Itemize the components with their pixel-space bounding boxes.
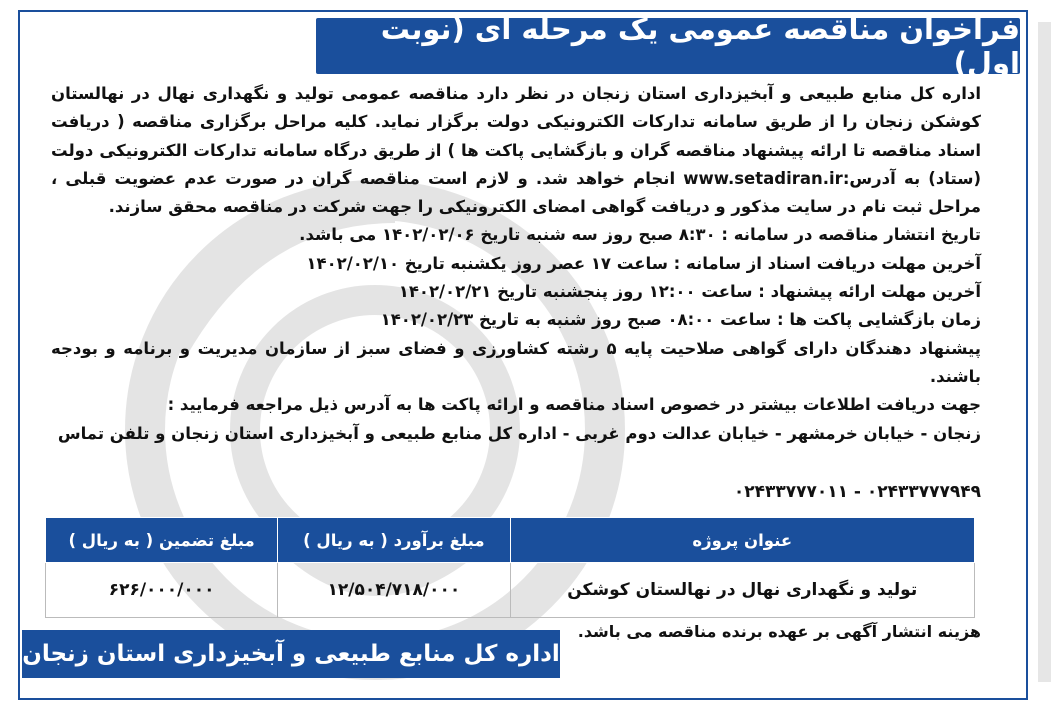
address-line: زنجان - خیابان خرمشهر - خیابان عدالت دوم غربی - اداره کل منابع طبیعی و آبخیزداری استان زنجان و تلفن تماس (57, 423, 981, 443)
publish-date-line: تاریخ انتشار مناقصه در سامانه : ۸:۳۰ صبح روز سه شنبه تاریخ ۱۴۰۲/۰۲/۰۶ می باشد. (299, 225, 981, 245)
intro-paragraph: اداره کل منابع طبیعی و آبخیزداری استان زنجان در نظر دارد مناقصه عمومی تولید و نگهداری نهال در نهالستان کوشکن زنجان را از طریق سامانه تدارکات الکترونیکی دولت برگزار نماید. کلیه مراحل برگزاری مناقصه ( دریافت اسناد مناقصه تا ارائه پیشنهاد مناقصه گران و بازگشایی پاکت ها ) از طریق درگاه سامانه تدارکات الکترونیکی دولت (ستاد) به آدرس:www.setadiran.ir انجام خواهد شد. و لازم است مناقصه گران در صورت عدم عضویت قبلی ، مراحل ثبت نام در سایت مذکور و دریافت گواهی امضای الکترونیکی را جهت شرکت در مناقصه محقق سازند. (51, 84, 982, 217)
cost-note: هزینه انتشار آگهی بر عهده برنده مناقصه می باشد. (577, 622, 981, 641)
header-project-title: عنوان پروژه (510, 518, 975, 563)
notice-body (51, 80, 981, 448)
phone-numbers-row (51, 482, 981, 502)
header-guarantee: مبلغ تضمین ( به ریال ) (46, 518, 278, 563)
project-title-cell: تولید و نگهداری نهال در نهالستان کوشکن (510, 563, 975, 618)
proposal-deadline-line: آخرین مهلت ارائه پیشنهاد : ساعت ۱۲:۰۰ روز پنجشنبه تاریخ ۱۴۰۲/۰۲/۲۱ (398, 282, 981, 302)
organization-banner: اداره کل منابع طبیعی و آبخیزداری استان زنجان (22, 630, 560, 678)
phone-numbers: ۰۲۴۳۳۷۷۷۰۱۱ - ۰۲۴۳۳۷۷۷۹۴۹ (733, 482, 981, 502)
page-edge-strip (1038, 22, 1051, 682)
table-header-row (46, 518, 975, 563)
document-deadline-line: آخرین مهلت دریافت اسناد از سامانه : ساعت ۱۷ عصر روز یکشنبه تاریخ ۱۴۰۲/۰۲/۱۰ (306, 253, 981, 273)
info-line: جهت دریافت اطلاعات بیشتر در خصوص اسناد مناقصه و ارائه پاکت ها به آدرس ذیل مراجعه فرمایید : (167, 395, 981, 415)
project-table (45, 517, 975, 618)
header-estimate: مبلغ برآورد ( به ریال ) (278, 518, 510, 563)
notice-title: فراخوان مناقصه عمومی یک مرحله ای (نوبت اول) (316, 18, 1020, 74)
opening-time-line: زمان بازگشایی پاکت ها : ساعت ۰۸:۰۰ صبح روز شنبه به تاریخ ۱۴۰۲/۰۲/۲۳ (380, 310, 981, 330)
guarantee-cell: ۶۲۶/۰۰۰/۰۰۰ (46, 563, 278, 618)
estimate-cell: ۱۲/۵۰۴/۷۱۸/۰۰۰ (278, 563, 510, 618)
table-row (46, 563, 975, 618)
qualification-line: پیشنهاد دهندگان دارای گواهی صلاحیت پایه ۵ رشته کشاورزی و فضای سبز از سازمان مدیریت و برنامه و بودجه باشند. (51, 338, 981, 386)
